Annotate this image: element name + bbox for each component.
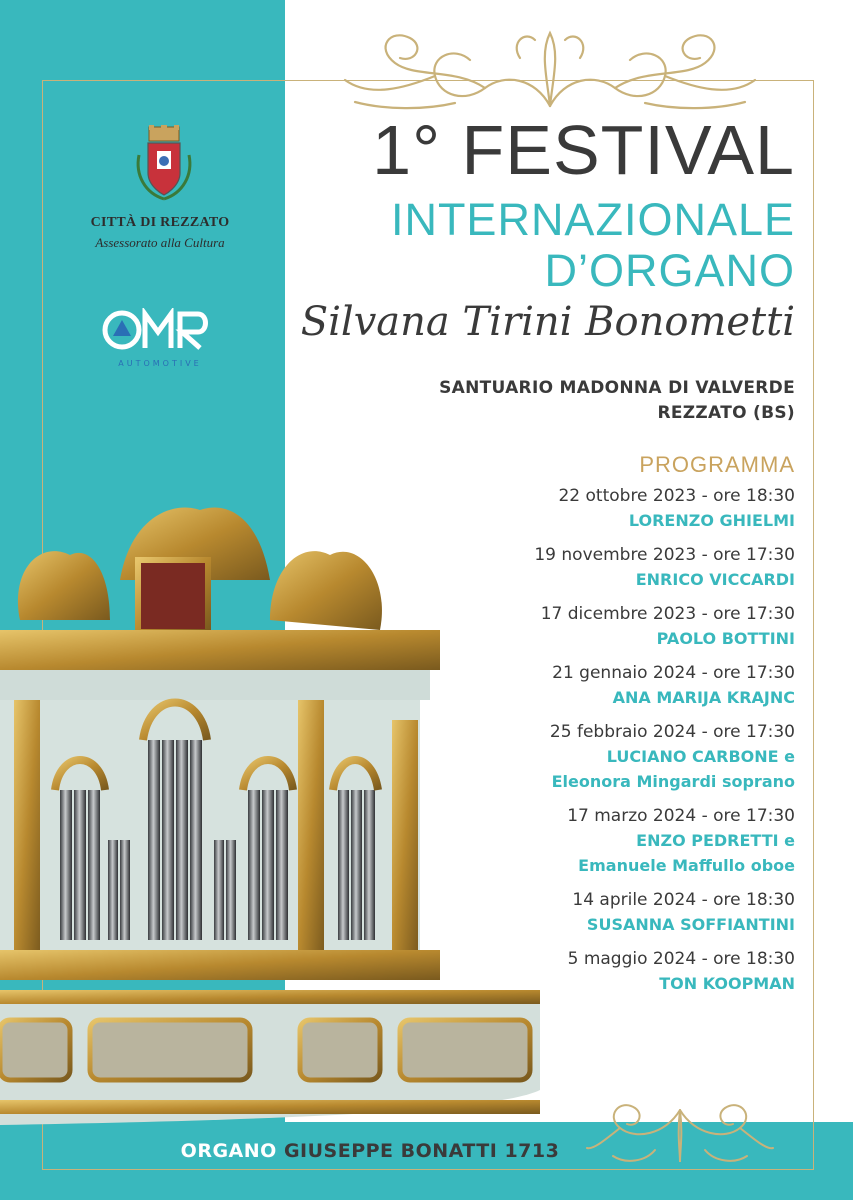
festival-subtitle-line1: INTERNAZIONALE — [390, 194, 795, 245]
event-date: 17 marzo 2024 - ore 17:30 — [567, 806, 795, 826]
svg-text:AUTOMOTIVE: AUTOMOTIVE — [118, 359, 202, 368]
coat-of-arms-icon — [133, 125, 195, 205]
event-performer: LORENZO GHIELMI — [628, 511, 795, 530]
event-date: 17 dicembre 2023 - ore 17:30 — [540, 604, 795, 624]
footer-organ-credit — [0, 1140, 740, 1162]
baroque-pipe-organ-image — [0, 500, 545, 1128]
footer-text: GIUSEPPE BONATTI 1713 — [283, 1140, 560, 1162]
event-performer: ENRICO VICCARDI — [635, 570, 795, 589]
event-date: 19 novembre 2023 - ore 17:30 — [534, 545, 795, 565]
event-performer: TON KOOPMAN — [659, 974, 795, 993]
dedication-script: Silvana Tirini Bonometti — [300, 299, 795, 345]
ornament-flourish-top-icon — [335, 18, 765, 118]
event-date: 22 ottobre 2023 - ore 18:30 — [558, 486, 795, 506]
event-date: 21 gennaio 2024 - ore 17:30 — [552, 663, 795, 683]
festival-title: 1° FESTIVAL — [372, 111, 795, 189]
program-heading: PROGRAMMA — [639, 452, 795, 477]
omr-automotive-logo — [100, 308, 220, 370]
venue-location: REZZATO (BS) — [657, 403, 795, 423]
event-performer: SUSANNA SOFFIANTINI — [586, 915, 795, 934]
event-performer: PAOLO BOTTINI — [656, 629, 795, 648]
city-name: CITTÀ DI REZZATO — [90, 215, 230, 230]
city-department: Assessorato alla Cultura — [95, 235, 225, 250]
festival-subtitle-line2: D’ORGANO — [544, 245, 795, 296]
event-performer: LUCIANO CARBONE e Eleonora Mingardi soprano — [551, 747, 795, 791]
event-performer: ANA MARIJA KRAJNC — [612, 688, 795, 707]
venue-name: SANTUARIO MADONNA DI VALVERDE — [439, 378, 795, 398]
event-performer: ENZO PEDRETTI e Emanuele Maffullo oboe — [578, 831, 795, 875]
event-date: 5 maggio 2024 - ore 18:30 — [567, 949, 795, 969]
venue-block — [439, 376, 795, 426]
footer-prefix: ORGANO — [180, 1140, 277, 1162]
event-date: 14 aprile 2024 - ore 18:30 — [572, 890, 795, 910]
event-date: 25 febbraio 2024 - ore 17:30 — [549, 722, 795, 742]
